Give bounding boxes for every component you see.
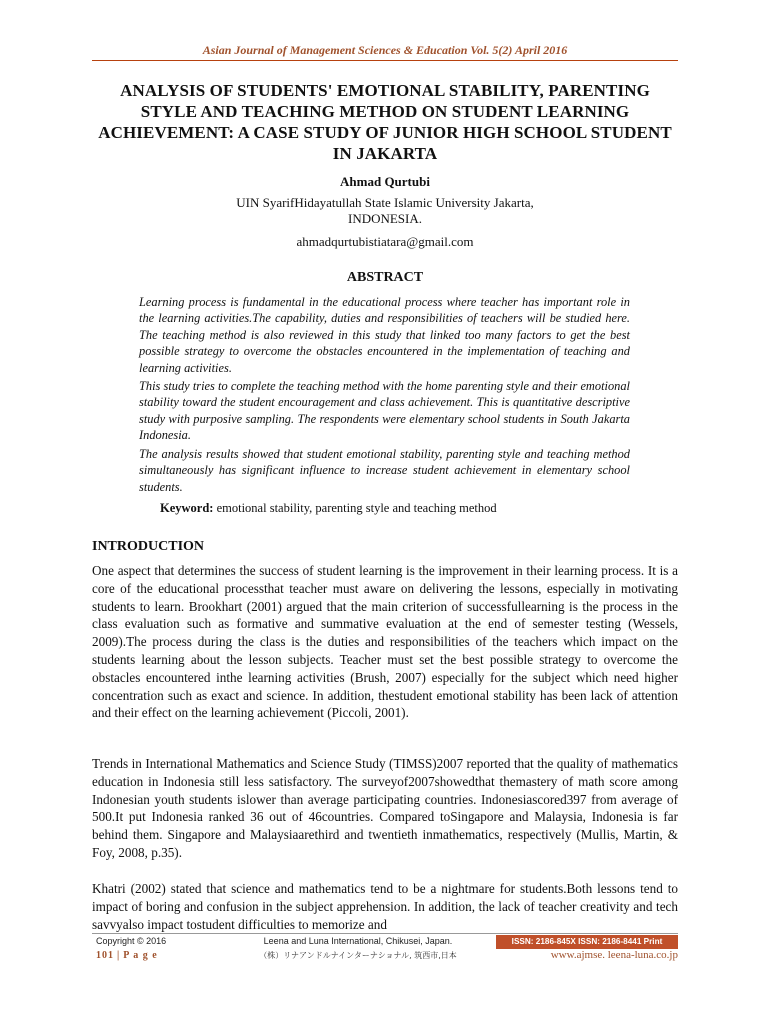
footer-page-number [96,950,158,961]
author-email[interactable]: ahmadqurtubistiatara@gmail.com [296,234,474,249]
footer-publisher-japanese: （株）リナアンドルナインターナショナル, 筑西市,日本 [259,951,457,960]
affiliation-line-1: UIN SyarifHidayatullah State Islamic University Jakarta, [236,195,534,210]
paper-title: ANALYSIS OF STUDENTS' EMOTIONAL STABILITY, PARENTING STYLE AND TEACHING METHOD ON STUDENT LEARNING ACHIEVEMENT: A CASE STUDY OF JUNIOR HIGH SCHOOL STUDENT IN JAKARTA [98,81,672,163]
journal-header: Asian Journal of Management Sciences & Education Vol. 5(2) April 2016 [202,43,568,57]
footer-copyright: Copyright © 2016 [96,936,167,946]
abstract-paragraph: The analysis results showed that student emotional stability, parenting style and teaching method simultaneously has significant influence to increase student achievement in elementary school students. [139,447,630,494]
affiliation-line-2: INDONESIA. [347,211,423,226]
author-name: Ahmad Qurtubi [340,174,430,189]
keyword-text: emotional stability, parenting style and teaching method [216,501,497,515]
page-divider: | [117,950,121,961]
footer-issn-badge: ISSN: 2186-845X ISSN: 2186-8441 Print [496,935,678,949]
abstract-paragraph: Learning process is fundamental in the educational process where teacher has important role in the learning activities.The capability, duties and responsibilities of teachers will be studied here. The teaching method is also reviewed in this study that linked too many factors to get the best possible strategy to overcome the obstacles encountered in the implementation of teaching and learning activities. [139,295,630,375]
author-affiliation [92,195,678,227]
header-rule [92,60,678,61]
body-paragraph: One aspect that determines the success of student learning is the improvement in their learning process. It is a core of the educational processthat teacher must aware on delivering the lessons, especially in motivating students to learn. Brookhart (2001) argued that the main criterion of successfullearning is the process in the class evaluation such as formative and summative evaluation at the end of semester testing (Wessels, 2009).The process during the class is the duties and responsibilities of the teachers which impact on the students learning about the lesson subjects. Teacher must set the best possible strategy to overcome the obstacles encountered inthe learning activities (Brush, 2007) especially for the subject which need higher concentration such as exact and science. In addition, thestudent emotional stability has been lack of attention and their effect on the learning achievement (Piccoli, 2001). [92,563,678,721]
abstract-heading: ABSTRACT [346,270,424,285]
body-paragraph: Trends in International Mathematics and Science Study (TIMSS)2007 reported that the quality of mathematics education in Indonesia still less satisfactory. The surveyof2007showedthat themastery of math score among Indonesian youth students islower than average participating countries. Indonesiascored397 from average of 500.It put Indonesia ranked 36 out of 46countries. Compared toSingapore and Malaysia, Indonesia is far behind them. Singapore and Malaysiaarethird and twentieth inmathematics, respectively (Mullis, Martin, & Foy, 2008, p.35). [92,756,678,860]
page-number: 101 [96,950,114,961]
footer-rule [92,933,678,934]
body-paragraph: Khatri (2002) stated that science and mathematics tend to be a nightmare for students.Both lessons tend to impact of boring and confusion in the subject apprehension. In addition, the lack of teacher creativity and tech savvyalso impact tostudent difficulties to memorize and [92,881,678,932]
keywords [160,501,630,516]
keyword-label: Keyword: [160,501,214,515]
footer-url-link[interactable]: www.ajmse. leena-luna.co.jp [550,949,678,961]
page-label: P a g e [123,950,158,961]
abstract-paragraph: This study tries to complete the teaching method with the home parenting style and their emotional stability toward the student encouragement and class achievement. This is quantitative descriptive study with purposive sampling. The respondents were elementary school students in South Jakarta Indonesia. [139,379,630,443]
footer-publisher: Leena and Luna International, Chikusei, Japan. [263,936,453,946]
section-heading-introduction: INTRODUCTION [92,539,205,554]
